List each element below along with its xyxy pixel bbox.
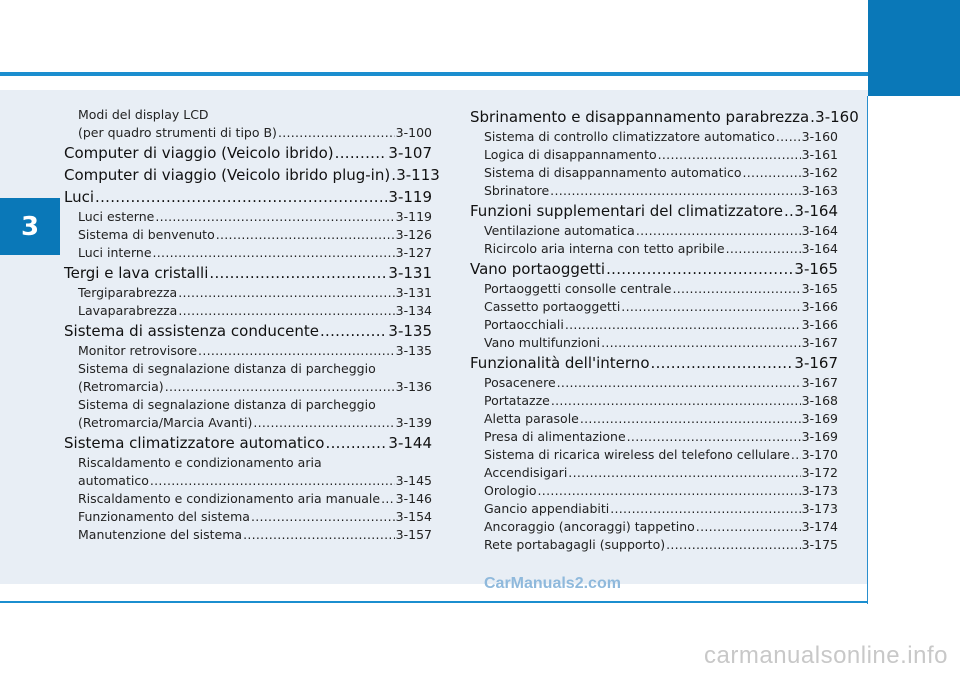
page-number: 3-146 [395,491,432,506]
dot-leader [810,107,814,128]
toc-entry[interactable] [64,414,432,432]
entry-title: Sistema di disappannamento automatico [484,165,742,180]
toc-entry[interactable] [64,244,432,262]
page-number: 3-127 [395,245,432,260]
toc-entry[interactable] [470,334,838,352]
entry-title: (Retromarcia) [78,379,164,394]
page-number: 3-119 [395,209,432,224]
toc-entry[interactable] [64,378,432,396]
page-number: 3-169 [801,429,838,444]
page-number: 3-135 [388,322,432,340]
toc-section-entry[interactable] [64,263,432,284]
page-number: 3-167 [801,335,838,350]
toc-text: Riscaldamento e condizionamento aria [78,455,322,470]
page-number: 3-173 [801,501,838,516]
entry-title: Vano portaoggetti [470,260,606,278]
toc-entry[interactable] [470,280,838,298]
toc-entry[interactable] [470,536,838,554]
dot-leader [610,500,800,518]
dot-leader [743,164,801,182]
entry-title: Funzioni supplementari del climatizzatore [470,202,783,220]
page-number: 3-167 [794,354,838,372]
toc-entry[interactable] [470,316,838,334]
entry-title: Accendisigari [484,465,568,480]
toc-entry[interactable] [470,446,838,464]
page-number: 3-100 [395,125,432,140]
page-number: 3-163 [801,183,838,198]
page-number: 3-154 [395,509,432,524]
dot-leader [791,446,801,464]
toc-section-entry[interactable] [64,433,432,454]
page-number: 3-131 [395,285,432,300]
page-number: 3-107 [388,144,432,162]
entry-title: Orologio [484,483,537,498]
page-number: 3-160 [801,129,838,144]
entry-title: Sistema di controllo climatizzatore automatico [484,129,775,144]
entry-title: Vano multifunzioni [484,335,601,350]
chapter-number: 3 [0,198,60,255]
corner-tab [868,0,960,96]
dot-leader [216,226,395,244]
entry-title: Monitor retrovisore [78,343,198,358]
toc-section-entry[interactable] [470,353,838,374]
toc-text: Sistema di segnalazione distanza di parcheggio [78,397,376,412]
top-rule [0,72,868,76]
toc-entry[interactable] [470,392,838,410]
entry-title: Tergi e lava cristalli [64,264,209,282]
toc-entry[interactable] [64,226,432,244]
toc-entry[interactable] [470,222,838,240]
toc-entry[interactable] [470,482,838,500]
dot-leader [153,244,395,262]
entry-title: Sbrinamento e disappannamento parabrezza [470,108,810,126]
toc-entry[interactable] [470,428,838,446]
page-number: 3-173 [801,483,838,498]
dot-leader [381,490,395,508]
entry-title: Posacenere [484,375,556,390]
dot-leader [550,182,801,200]
dot-leader [251,508,395,526]
entry-title: Luci esterne [78,209,155,224]
entry-title: Funzionalità dell'interno [470,354,650,372]
toc-entry[interactable] [64,490,432,508]
toc-section-entry[interactable] [64,187,432,208]
toc-section-entry[interactable] [64,143,432,164]
entry-title: Ventilazione automatica [484,223,635,238]
entry-title: Computer di viaggio (Veicolo ibrido) [64,144,334,162]
entry-title: Logica di disappannamento [484,147,657,162]
toc-entry[interactable] [470,164,838,182]
dot-leader [326,433,388,454]
toc-section-entry[interactable] [64,321,432,342]
entry-title: (per quadro strumenti di tipo B) [78,125,277,140]
dot-leader [557,374,801,392]
dot-leader [601,334,801,352]
entry-title: Ancoraggio (ancoraggi) tappetino [484,519,695,534]
entry-title: Portatazze [484,393,550,408]
toc-entry[interactable] [64,208,432,226]
toc-entry[interactable] [470,146,838,164]
toc-section-entry[interactable] [470,107,859,128]
toc-entry[interactable] [470,182,838,200]
page-number: 3-160 [815,108,859,126]
dot-leader [391,165,395,186]
toc-section-entry[interactable] [470,259,838,280]
toc-entry[interactable] [64,526,432,544]
entry-title: Sbrinatore [484,183,550,198]
page-number: 3-164 [801,241,838,256]
dot-leader [726,240,801,258]
page-number: 3-161 [801,147,838,162]
page-number: 3-166 [801,317,838,332]
page-number: 3-119 [388,188,432,206]
dot-leader [627,428,801,446]
dot-leader [580,410,801,428]
page-number: 3-162 [801,165,838,180]
toc-entry[interactable] [470,374,838,392]
dot-leader [621,298,800,316]
entry-title: Tergiparabrezza [78,285,178,300]
page-number: 3-172 [801,465,838,480]
toc-entry[interactable] [64,508,432,526]
dot-leader [178,302,394,320]
entry-title: Sistema di assistenza conducente [64,322,319,340]
entry-title: automatico [78,473,149,488]
page-number: 3-157 [395,527,432,542]
dot-leader [278,124,395,142]
dot-leader [150,472,395,490]
dot-leader [178,284,394,302]
page-number: 3-134 [395,303,432,318]
dot-leader [636,222,801,240]
toc-section-entry[interactable] [64,165,440,186]
dot-leader [165,378,395,396]
page-number: 3-113 [396,166,440,184]
entry-title: Funzionamento del sistema [78,509,250,524]
entry-title: Sistema di ricarica wireless del telefono cellulare [484,447,790,462]
dot-leader [538,482,801,500]
site-watermark: carmanualsonline.info [704,642,948,669]
entry-title: Ricircolo aria interna con tetto apribile [484,241,725,256]
bottom-rule [0,601,868,603]
page-number: 3-126 [395,227,432,242]
toc-entry[interactable] [470,240,838,258]
page-number: 3-174 [801,519,838,534]
entry-title: Riscaldamento e condizionamento aria manuale [78,491,381,506]
entry-title: Luci interne [78,245,152,260]
page-number: 3-175 [801,537,838,552]
entry-title: (Retromarcia/Marcia Avanti) [78,415,253,430]
page-number: 3-167 [801,375,838,390]
toc-entry[interactable] [470,410,838,428]
toc-entry[interactable] [470,500,838,518]
entry-title: Presa di alimentazione [484,429,626,444]
dot-leader [565,316,801,334]
dot-leader [651,353,794,374]
page-number: 3-144 [388,434,432,452]
entry-title: Gancio appendiabiti [484,501,610,516]
toc-entry[interactable] [64,124,432,142]
side-rule [867,96,868,604]
entry-title: Luci [64,188,95,206]
dot-leader [672,280,800,298]
dot-leader [696,518,801,536]
dot-leader [95,187,387,208]
page-number: 3-169 [801,411,838,426]
toc-entry[interactable] [64,302,432,320]
dot-leader [776,128,801,146]
toc-text: Sistema di segnalazione distanza di parcheggio [78,361,376,376]
toc-column-right [470,106,859,554]
dot-leader [606,259,793,280]
page-number: 3-165 [801,281,838,296]
toc-column-left [64,106,440,544]
page-number: 3-135 [395,343,432,358]
dot-leader [209,263,387,284]
dot-leader [155,208,394,226]
dot-leader [198,342,395,360]
page-number: 3-139 [395,415,432,430]
entry-title: Computer di viaggio (Veicolo ibrido plug-in) [64,166,391,184]
entry-title: Rete portabagagli (supporto) [484,537,666,552]
dot-leader [568,464,800,482]
page-number: 3-166 [801,299,838,314]
page-number: 3-165 [794,260,838,278]
entry-title: Sistema climatizzatore automatico [64,434,325,452]
entry-title: Manutenzione del sistema [78,527,243,542]
dot-leader [243,526,395,544]
toc-entry[interactable] [470,518,838,536]
entry-title: Portaocchiali [484,317,564,332]
toc-text: Modi del display LCD [78,107,209,122]
dot-leader [551,392,801,410]
toc-entry[interactable] [64,342,432,360]
toc-entry[interactable] [470,128,838,146]
dot-leader [253,414,394,432]
entry-title: Sistema di benvenuto [78,227,215,242]
page-number: 3-131 [388,264,432,282]
page-number: 3-168 [801,393,838,408]
entry-title: Lavaparabrezza [78,303,178,318]
entry-title: Cassetto portaoggetti [484,299,621,314]
dot-leader [320,321,387,342]
dot-leader [658,146,801,164]
toc-entry[interactable] [470,298,838,316]
page-number: 3-170 [801,447,838,462]
toc-entry[interactable] [470,464,838,482]
page-number: 3-145 [395,473,432,488]
dot-leader [784,201,793,222]
dot-leader [666,536,801,554]
toc-entry[interactable] [64,284,432,302]
entry-title: Aletta parasole [484,411,579,426]
toc-section-entry[interactable] [470,201,838,222]
dot-leader [335,143,388,164]
page-number: 3-136 [395,379,432,394]
entry-title: Portaoggetti consolle centrale [484,281,672,296]
watermark: CarManuals2.com [484,575,621,592]
page-number: 3-164 [801,223,838,238]
toc-entry[interactable] [64,472,432,490]
page-number: 3-164 [794,202,838,220]
